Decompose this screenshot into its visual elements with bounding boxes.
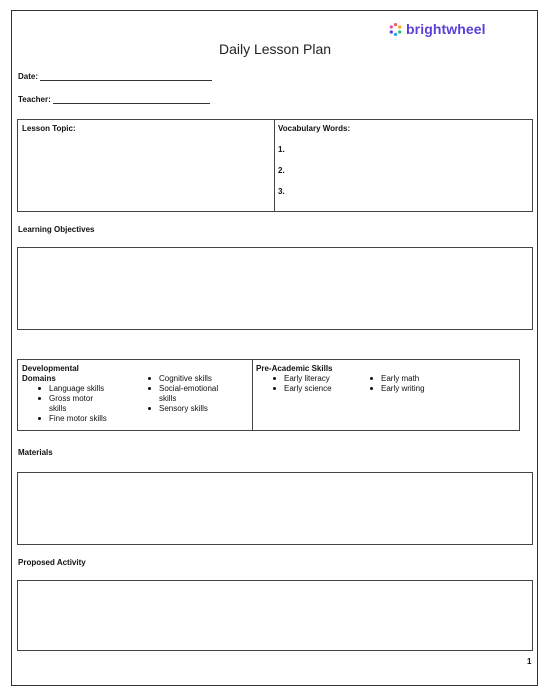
- list-item: Early literacy: [269, 374, 364, 384]
- teacher-field: [18, 95, 210, 104]
- teacher-label: Teacher:: [18, 95, 51, 104]
- list-item: Cognitive skills: [144, 374, 249, 384]
- list-item: Early science: [269, 384, 364, 394]
- pre-academic-list-2: [366, 374, 461, 394]
- developmental-domains-title: [22, 364, 79, 384]
- list-item: Early math: [366, 374, 461, 384]
- developmental-list-2: [144, 374, 249, 414]
- vocabulary-words-label: Vocabulary Words:: [278, 124, 351, 133]
- date-label: Date:: [18, 72, 39, 81]
- materials-label: Materials: [18, 448, 53, 457]
- page-number: 1: [527, 657, 532, 666]
- date-field: [18, 72, 212, 81]
- list-item: Early writing: [366, 384, 461, 394]
- logo-text: brightwheel: [406, 21, 486, 37]
- developmental-title-line2: Domains: [22, 374, 56, 383]
- brightwheel-logo: [388, 21, 486, 37]
- list-item: Social-emotional skills: [144, 384, 237, 404]
- teacher-underline: [53, 95, 210, 104]
- developmental-title-line1: Developmental: [22, 364, 79, 373]
- proposed-activity-label: Proposed Activity: [18, 558, 86, 567]
- learning-objectives-box: [17, 247, 533, 330]
- developmental-list-1: [34, 384, 129, 424]
- pre-academic-skills-title: Pre-Academic Skills: [256, 364, 333, 373]
- materials-box: [17, 472, 533, 545]
- list-item: Gross motor skills: [34, 394, 109, 414]
- list-item: Sensory skills: [144, 404, 249, 414]
- pre-academic-list-1: [269, 374, 364, 394]
- list-item: Fine motor skills: [34, 414, 129, 424]
- vocab-number-1: 1.: [278, 145, 285, 154]
- lesson-topic-box: [17, 119, 533, 212]
- date-underline: [40, 72, 212, 81]
- topic-divider: [274, 119, 275, 212]
- brightwheel-flower-icon: [388, 22, 403, 37]
- skills-divider: [252, 359, 253, 431]
- lesson-topic-label: Lesson Topic:: [22, 124, 76, 133]
- proposed-activity-box: [17, 580, 533, 651]
- page-title: Daily Lesson Plan: [218, 41, 332, 57]
- vocab-number-2: 2.: [278, 166, 285, 175]
- vocab-number-3: 3.: [278, 187, 285, 196]
- learning-objectives-label: Learning Objectives: [18, 225, 95, 234]
- list-item: Language skills: [34, 384, 129, 394]
